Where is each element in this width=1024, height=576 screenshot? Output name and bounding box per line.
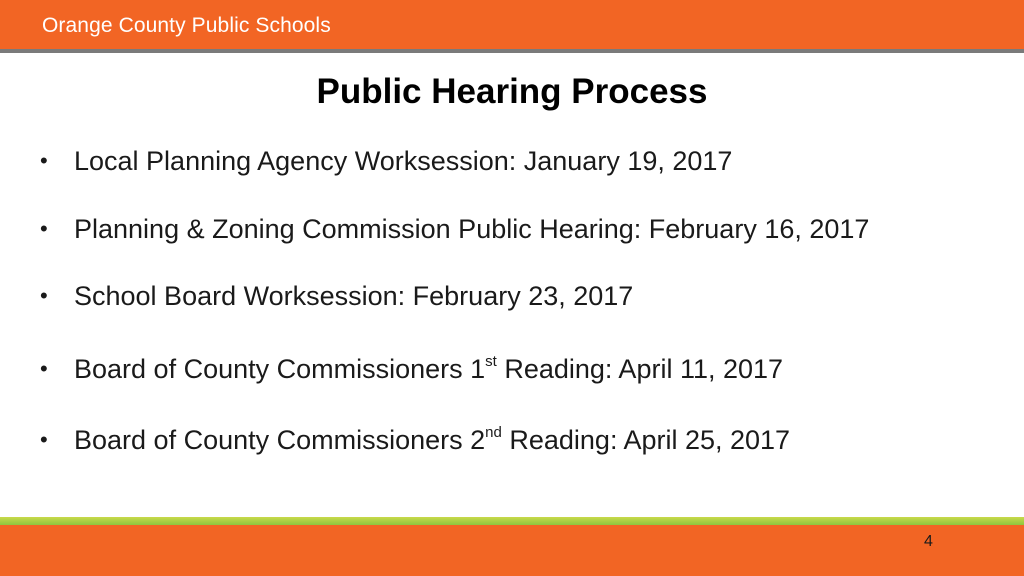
list-item-text-prefix: Board of County Commissioners 1	[74, 354, 486, 384]
list-item	[40, 425, 790, 456]
list-item-text-suffix: Reading: April 25, 2017	[501, 425, 791, 455]
list-item-text-prefix: Board of County Commissioners 2	[74, 425, 486, 455]
list-item	[40, 354, 783, 385]
bullet-marker: •	[40, 148, 48, 173]
list-item-text: School Board Worksession: February 23, 2017	[74, 281, 634, 311]
list-item	[40, 281, 633, 312]
footer-accent-stripe	[0, 517, 1024, 525]
ordinal-suffix: nd	[485, 424, 502, 441]
footer-bar	[0, 525, 1024, 576]
list-item	[40, 214, 869, 245]
bullet-marker: •	[40, 283, 48, 308]
bullet-marker: •	[40, 216, 48, 241]
list-item	[40, 146, 732, 177]
header-divider	[0, 49, 1024, 53]
list-item-text: Planning & Zoning Commission Public Hearing: February 16, 2017	[74, 214, 870, 244]
bullet-marker: •	[40, 356, 48, 381]
organization-name: Orange County Public Schools	[42, 14, 331, 37]
list-item-text: Local Planning Agency Worksession: January 19, 2017	[74, 146, 733, 176]
slide-title: Public Hearing Process	[316, 72, 708, 111]
bullet-marker: •	[40, 427, 48, 452]
list-item-text-suffix: Reading: April 11, 2017	[496, 354, 784, 384]
ordinal-suffix: st	[485, 353, 497, 370]
page-number: 4	[924, 533, 933, 550]
